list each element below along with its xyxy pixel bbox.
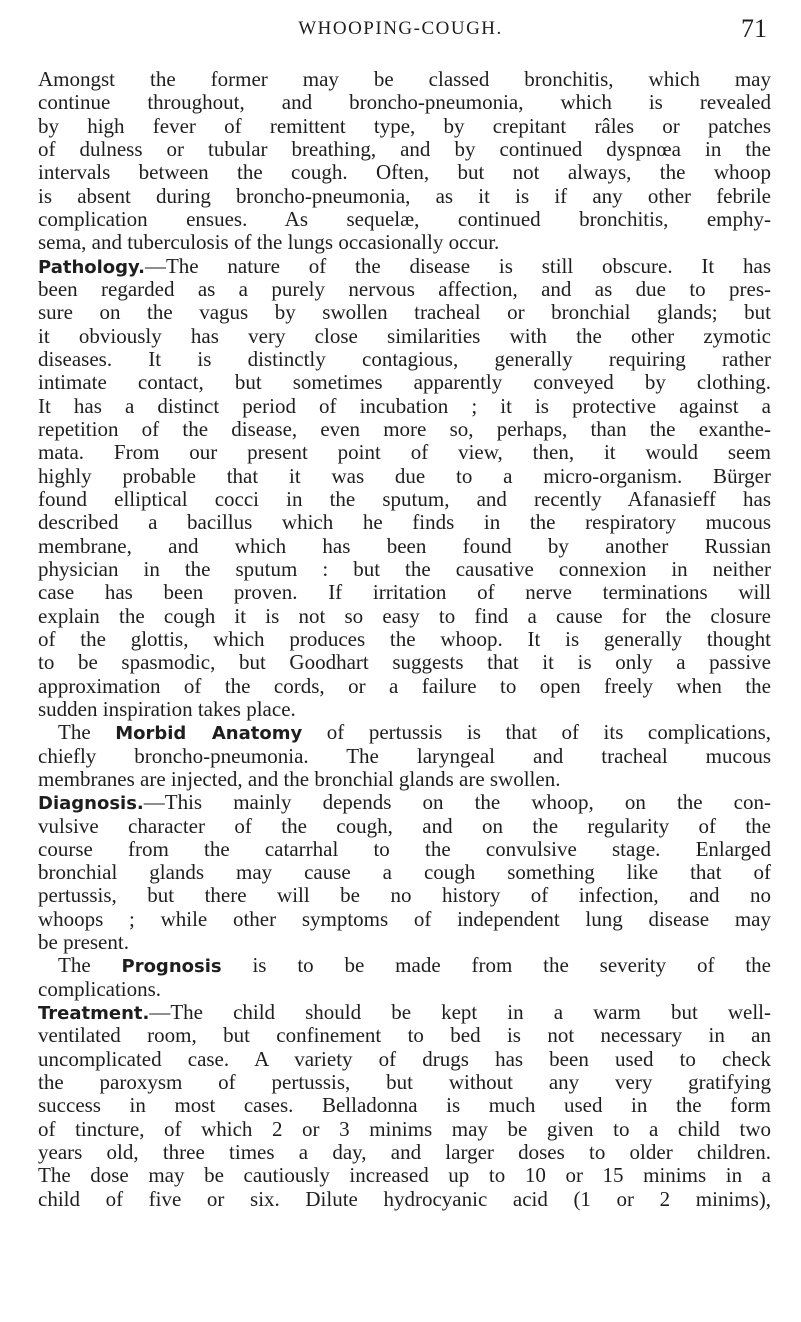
line-text: membrane, and which has been found by another Russian xyxy=(38,533,771,558)
text-line xyxy=(38,161,771,184)
line-text: sudden inspiration takes place. xyxy=(38,696,296,721)
text-line xyxy=(38,815,771,838)
line-text: mata. From our present point of view, then, it would seem xyxy=(38,440,771,465)
line-text: is absent during broncho-pneumonia, as it is if any other febrile xyxy=(38,183,771,208)
line-text: —This mainly depends on the whoop, on the con- xyxy=(143,790,771,815)
section-heading: Pathology. xyxy=(38,256,145,278)
text-line xyxy=(38,908,771,931)
text-line xyxy=(38,371,771,394)
line-text: whoops ; while other symptoms of independent lung disease may xyxy=(38,906,771,931)
text-line xyxy=(38,138,771,161)
line-text: be present. xyxy=(38,930,129,955)
text-line xyxy=(38,721,771,744)
text-line xyxy=(38,511,771,534)
line-text: years old, three times a day, and larger doses to older children. xyxy=(38,1140,771,1165)
text-line xyxy=(38,978,771,1001)
line-text: described a bacillus which he finds in the respiratory mucous xyxy=(38,510,771,535)
text-line xyxy=(38,441,771,464)
line-text: The dose may be cautiously increased up to 10 or 15 minims in a xyxy=(38,1163,771,1188)
text-line xyxy=(38,185,771,208)
line-text: chiefly broncho-pneumonia. The laryngeal and tracheal mucous xyxy=(38,743,771,768)
text-line xyxy=(38,954,771,977)
line-text: complication ensues. As sequelæ, continued bronchitis, emphy- xyxy=(38,206,771,231)
text-line xyxy=(38,931,771,954)
text-line xyxy=(38,208,771,231)
line-text: —The child should be kept in a warm but well- xyxy=(149,1000,771,1025)
section-heading: Treatment. xyxy=(38,1003,150,1025)
line-text: of the glottis, which produces the whoop. It is generally thought xyxy=(38,626,771,651)
text-line xyxy=(38,1094,771,1117)
text-line xyxy=(38,465,771,488)
page-number: 71 xyxy=(741,14,767,43)
line-text: vulsive character of the cough, and on the regularity of the xyxy=(38,813,771,838)
text-line xyxy=(38,698,771,721)
text-line xyxy=(38,1141,771,1164)
text-line xyxy=(38,348,771,371)
section-heading: Morbid Anatomy xyxy=(115,723,303,745)
line-text: bronchial glands may cause a cough something like that of xyxy=(38,860,771,885)
line-text: membranes are injected, and the bronchial glands are swollen. xyxy=(38,766,561,791)
text-line xyxy=(38,628,771,651)
text-line xyxy=(38,1188,771,1211)
line-text: the paroxysm of pertussis, but without any very gratifying xyxy=(38,1070,771,1095)
line-text: by high fever of remittent type, by crepitant râles or patches xyxy=(38,113,771,138)
text-line xyxy=(38,395,771,418)
line-text: diseases. It is distinctly contagious, generally requiring rather xyxy=(38,346,771,371)
line-text: uncomplicated case. A variety of drugs has been used to check xyxy=(38,1046,771,1071)
line-text: sure on the vagus by swollen tracheal or bronchial glands; but xyxy=(38,300,771,325)
line-text: case has been proven. If irritation of nerve terminations will xyxy=(38,580,771,605)
text-line xyxy=(38,768,771,791)
line-text: ventilated room, but confinement to bed is not necessary in an xyxy=(38,1023,771,1048)
text-line xyxy=(38,91,771,114)
line-text: explain the cough it is not so easy to find a cause for the closure xyxy=(38,603,771,628)
section-heading: Prognosis xyxy=(121,956,222,978)
line-text: to be spasmodic, but Goodhart suggests that it is only a passive xyxy=(38,650,771,675)
line-text: Amongst the former may be classed bronchitis, which may xyxy=(38,67,771,91)
line-text: been regarded as a purely nervous affection, and as due to pres- xyxy=(38,276,771,301)
line-text: of tincture, of which 2 or 3 minims may be given to a child two xyxy=(38,1116,771,1141)
text-line xyxy=(38,838,771,861)
line-text: approximation of the cords, or a failure to open freely when the xyxy=(38,673,771,698)
line-text: highly probable that it was due to a micro-organism. Bürger xyxy=(38,463,771,488)
body-text xyxy=(38,68,771,1211)
line-text: is to be made from the severity of the xyxy=(221,953,771,978)
text-line xyxy=(38,745,771,768)
section-heading: Diagnosis. xyxy=(38,793,144,815)
line-text: repetition of the disease, even more so, perhaps, than the exanthe- xyxy=(38,416,771,441)
text-line xyxy=(38,791,771,814)
text-line xyxy=(38,1001,771,1024)
line-text: It has a distinct period of incubation ; it is protective against a xyxy=(38,393,771,418)
text-line xyxy=(38,278,771,301)
line-text: complications. xyxy=(38,976,162,1001)
line-text: intimate contact, but sometimes apparently conveyed by clothing. xyxy=(38,370,771,395)
text-line xyxy=(38,1048,771,1071)
page-header xyxy=(0,12,801,52)
text-line xyxy=(38,1071,771,1094)
text-line xyxy=(38,68,771,91)
line-text: it obviously has very close similarities with the other zymotic xyxy=(38,323,771,348)
running-title: WHOOPING-COUGH. xyxy=(298,18,503,39)
text-line xyxy=(38,884,771,907)
text-line xyxy=(38,1164,771,1187)
text-line xyxy=(38,861,771,884)
line-text: continue throughout, and broncho-pneumonia, which is revealed xyxy=(38,90,771,115)
text-line xyxy=(38,115,771,138)
text-line xyxy=(38,255,771,278)
text-line xyxy=(38,605,771,628)
text-line xyxy=(38,675,771,698)
line-text: sema, and tuberculosis of the lungs occasionally occur. xyxy=(38,230,500,255)
text-line xyxy=(38,558,771,581)
line-text: course from the catarrhal to the convulsive stage. Enlarged xyxy=(38,836,771,861)
text-line xyxy=(38,651,771,674)
line-text: pertussis, but there will be no history of infection, and no xyxy=(38,883,771,908)
line-text: intervals between the cough. Often, but not always, the whoop xyxy=(38,160,771,185)
text-line xyxy=(38,1024,771,1047)
line-text: found elliptical cocci in the sputum, and recently Afanasieff has xyxy=(38,486,771,511)
line-text: of pertussis is that of its complications, xyxy=(302,720,771,745)
line-text: child of five or six. Dilute hydrocyanic acid (1 or 2 minims), xyxy=(38,1186,771,1211)
line-text: success in most cases. Belladonna is much used in the form xyxy=(38,1093,771,1118)
text-line xyxy=(38,231,771,254)
line-prefix: The xyxy=(58,953,122,978)
text-line xyxy=(38,581,771,604)
text-line xyxy=(38,418,771,441)
line-text: physician in the sputum : but the causative connexion in neither xyxy=(38,556,771,581)
text-line xyxy=(38,301,771,324)
text-line xyxy=(38,535,771,558)
text-line xyxy=(38,488,771,511)
line-text: of dulness or tubular breathing, and by continued dyspnœa in the xyxy=(38,136,771,161)
text-line xyxy=(38,325,771,348)
line-prefix: The xyxy=(58,720,116,745)
line-text: —The nature of the disease is still obscure. It has xyxy=(144,253,771,278)
text-line xyxy=(38,1118,771,1141)
